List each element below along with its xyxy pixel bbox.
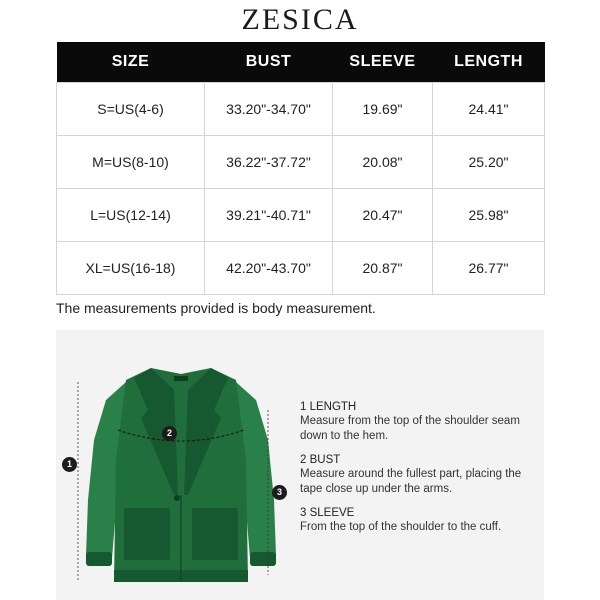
cell-length: 26.77" bbox=[433, 241, 545, 294]
cell-bust: 42.20"-43.70" bbox=[205, 241, 333, 294]
header-size: SIZE bbox=[57, 42, 205, 82]
guide-desc: Measure around the fullest part, placing the tape close up under the arms. bbox=[300, 468, 522, 495]
measurement-guide-panel bbox=[56, 330, 544, 600]
neck-label bbox=[174, 376, 188, 381]
left-pocket bbox=[124, 508, 170, 560]
header-bust: BUST bbox=[205, 42, 333, 82]
cardigan-body bbox=[86, 368, 276, 582]
button bbox=[174, 495, 180, 501]
badge-length: 1 bbox=[62, 457, 77, 472]
table-row bbox=[57, 135, 545, 188]
guide-desc: Measure from the top of the shoulder seam down to the hem. bbox=[300, 415, 520, 442]
cell-bust: 39.21"-40.71" bbox=[205, 188, 333, 241]
cell-bust: 36.22"-37.72" bbox=[205, 135, 333, 188]
guide-item-length bbox=[300, 400, 540, 443]
guide-desc: From the top of the shoulder to the cuff. bbox=[300, 521, 502, 533]
table-row bbox=[57, 82, 545, 135]
cardigan-illustration bbox=[56, 330, 306, 600]
guide-item-sleeve bbox=[300, 506, 540, 535]
cell-bust: 33.20"-34.70" bbox=[205, 82, 333, 135]
table-row bbox=[57, 241, 545, 294]
table-header-row bbox=[57, 42, 545, 82]
right-cuff bbox=[250, 552, 276, 566]
guide-title: 1 LENGTH bbox=[300, 401, 357, 413]
table-row bbox=[57, 188, 545, 241]
measure-guide bbox=[300, 400, 540, 545]
guide-title: 3 SLEEVE bbox=[300, 507, 355, 519]
cell-length: 24.41" bbox=[433, 82, 545, 135]
cell-sleeve: 20.47" bbox=[333, 188, 433, 241]
measurement-note: The measurements provided is body measurement. bbox=[56, 300, 376, 316]
cell-sleeve: 19.69" bbox=[333, 82, 433, 135]
size-chart-table bbox=[56, 42, 545, 295]
cell-sleeve: 20.87" bbox=[333, 241, 433, 294]
left-cuff bbox=[86, 552, 112, 566]
guide-item-bust bbox=[300, 453, 540, 496]
cell-size: XL=US(16-18) bbox=[57, 241, 205, 294]
badge-bust: 2 bbox=[162, 426, 177, 441]
cell-sleeve: 20.08" bbox=[333, 135, 433, 188]
cell-length: 25.20" bbox=[433, 135, 545, 188]
right-pocket bbox=[192, 508, 238, 560]
cell-length: 25.98" bbox=[433, 188, 545, 241]
brand-logo: ZESICA bbox=[241, 3, 359, 36]
cell-size: M=US(8-10) bbox=[57, 135, 205, 188]
cell-size: S=US(4-6) bbox=[57, 82, 205, 135]
header-sleeve: SLEEVE bbox=[333, 42, 433, 82]
guide-title: 2 BUST bbox=[300, 454, 341, 466]
cell-size: L=US(12-14) bbox=[57, 188, 205, 241]
badge-sleeve: 3 bbox=[272, 485, 287, 500]
header-length: LENGTH bbox=[433, 42, 545, 82]
